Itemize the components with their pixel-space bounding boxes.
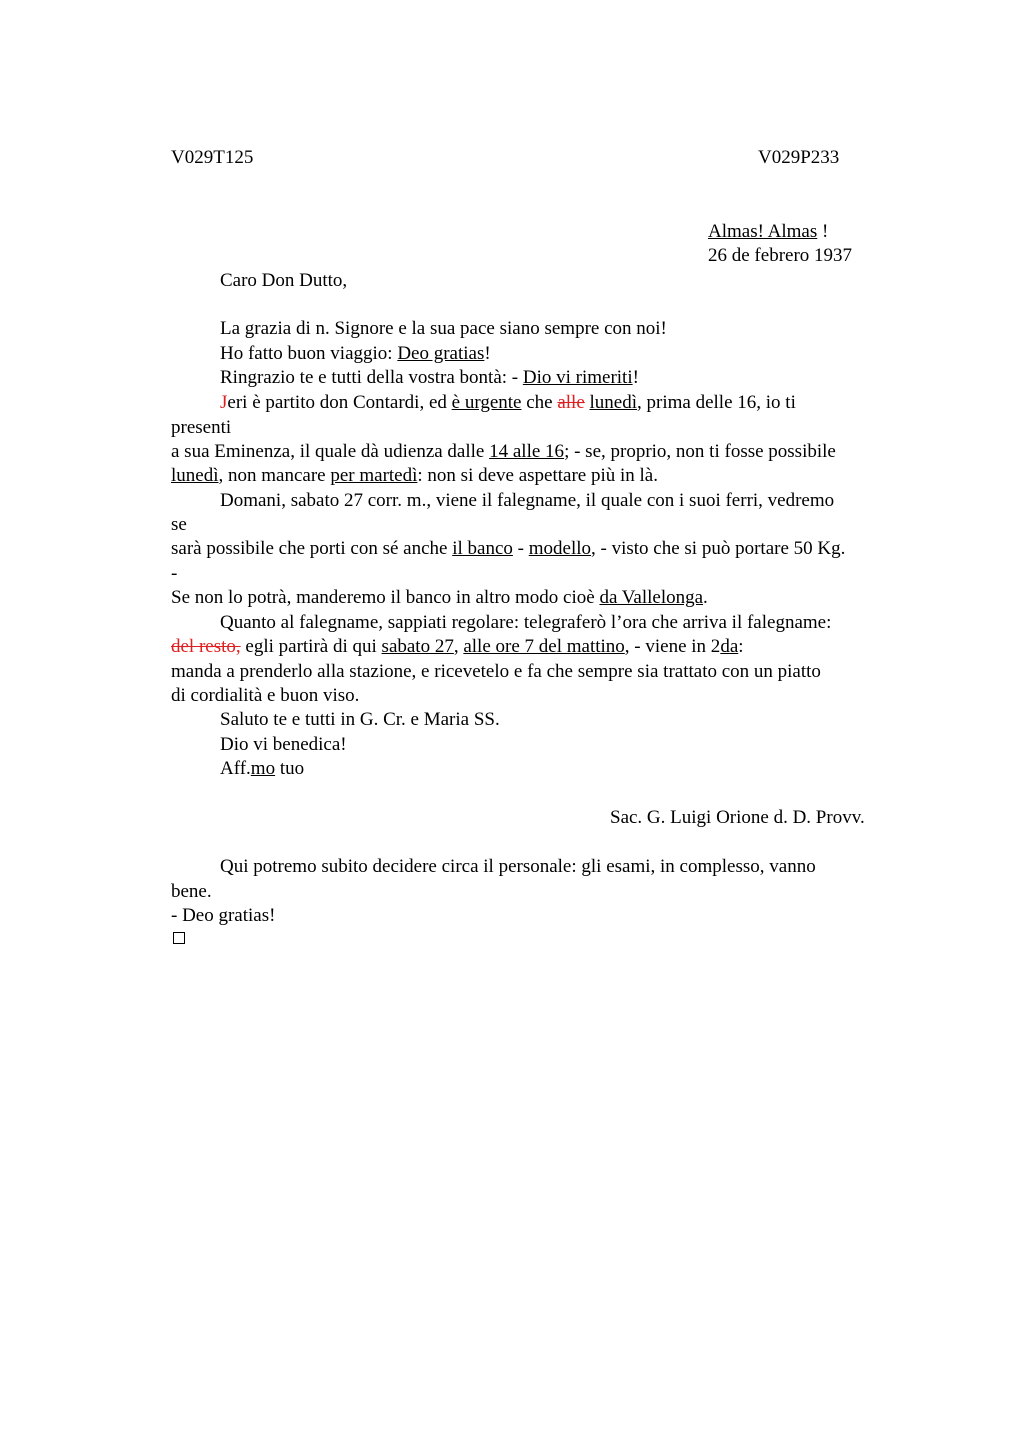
body-line-13: Quanto al falegname, sappiati regolare: telegraferò l’ora che arriva il falegname: [220, 612, 832, 633]
text: Ringrazio te e tutti della vostra bontà: - [220, 367, 523, 388]
body-line-4 [220, 391, 796, 415]
text: che [521, 392, 558, 413]
text: Aff. [220, 758, 251, 779]
text: Ho fatto buon viaggio: [220, 343, 398, 364]
body-line-8: Domani, sabato 27 corr. m., viene il falegname, il quale con i suoi ferri, vedremo [220, 490, 835, 511]
text: egli partirà di qui [240, 636, 382, 657]
motto-text: Almas! Almas [708, 221, 818, 242]
text: , - viene in 2 [624, 636, 721, 657]
text: . [703, 587, 708, 608]
text: - [512, 538, 529, 559]
underlined-text: sabato 27 [381, 636, 454, 657]
body-line-11: - [171, 563, 178, 584]
text: eri è partito don Contardi, ed [227, 392, 452, 413]
underlined-text: da Vallelonga [599, 587, 704, 608]
body-line-15: manda a prenderlo alla stazione, e ricevetelo e fa che sempre sia trattato con un piatto [171, 661, 821, 682]
signature: Sac. G. Luigi Orione d. D. Provv. [610, 807, 865, 828]
underlined-text: lunedì [171, 465, 219, 486]
text: : non si deve aspettare più in là. [417, 465, 658, 486]
text: sarà possibile che porti con sé anche [171, 538, 453, 559]
underlined-text: il banco [452, 538, 513, 559]
motto [708, 220, 828, 244]
postscript-line-1: Qui potremo subito decidere circa il personale: gli esami, in complesso, vanno [220, 856, 816, 877]
underlined-text: 14 alle 16 [489, 441, 565, 462]
closing [220, 757, 304, 781]
body-line-17: Saluto te e tutti in G. Cr. e Maria SS. [220, 709, 500, 730]
reference-code-right: V029P233 [758, 147, 840, 168]
body-line-2 [220, 342, 491, 366]
postscript-line-2: bene. [171, 881, 212, 902]
text: ; - se, proprio, non ti fosse possibile [564, 441, 836, 462]
body-line-18: Dio vi benedica! [220, 734, 347, 755]
body-line-3 [220, 366, 639, 390]
text: ! [484, 343, 491, 364]
body-line-12 [171, 586, 708, 610]
reference-code-left: V029T125 [171, 147, 254, 168]
corrected-letter: J [220, 392, 228, 413]
text: tuo [275, 758, 305, 779]
underlined-text: Deo gratias [397, 343, 485, 364]
deleted-text: del resto, [171, 636, 241, 657]
underlined-text: lunedì [589, 392, 638, 413]
underlined-text: da [720, 636, 739, 657]
text: , [453, 636, 464, 657]
checkbox-square-icon [173, 932, 185, 944]
body-line-5: presenti [171, 417, 232, 438]
body-line-6 [171, 440, 836, 464]
body-line-9: se [171, 514, 187, 535]
body-line-14 [171, 635, 744, 659]
text: ! [632, 367, 639, 388]
underlined-text: alle ore 7 del mattino [463, 636, 625, 657]
text: : [738, 636, 744, 657]
text: Se non lo potrà, manderemo il banco in altro modo cioè [171, 587, 600, 608]
body-line-7 [171, 464, 658, 488]
text: , - visto che si può portare 50 Kg. [591, 538, 846, 559]
text: , prima delle 16, io ti [637, 392, 796, 413]
underlined-text: mo [250, 758, 276, 779]
salutation: Caro Don Dutto, [220, 270, 348, 291]
body-line-1: La grazia di n. Signore e la sua pace siano sempre con noi! [220, 318, 667, 339]
text: , non mancare [218, 465, 331, 486]
underlined-text: Dio vi rimeriti [522, 367, 633, 388]
motto-suffix: ! [817, 221, 829, 242]
text: a sua Eminenza, il quale dà udienza dalle [171, 441, 490, 462]
underlined-text: è urgente [451, 392, 522, 413]
postscript-line-3: - Deo gratias! [171, 905, 276, 926]
deleted-text: alle [557, 392, 585, 413]
letter-date: 26 de febrero 1937 [708, 245, 853, 266]
body-line-10 [171, 537, 845, 561]
underlined-text: per martedì [330, 465, 418, 486]
body-line-16: di cordialità e buon viso. [171, 685, 360, 706]
underlined-text: modello [528, 538, 592, 559]
